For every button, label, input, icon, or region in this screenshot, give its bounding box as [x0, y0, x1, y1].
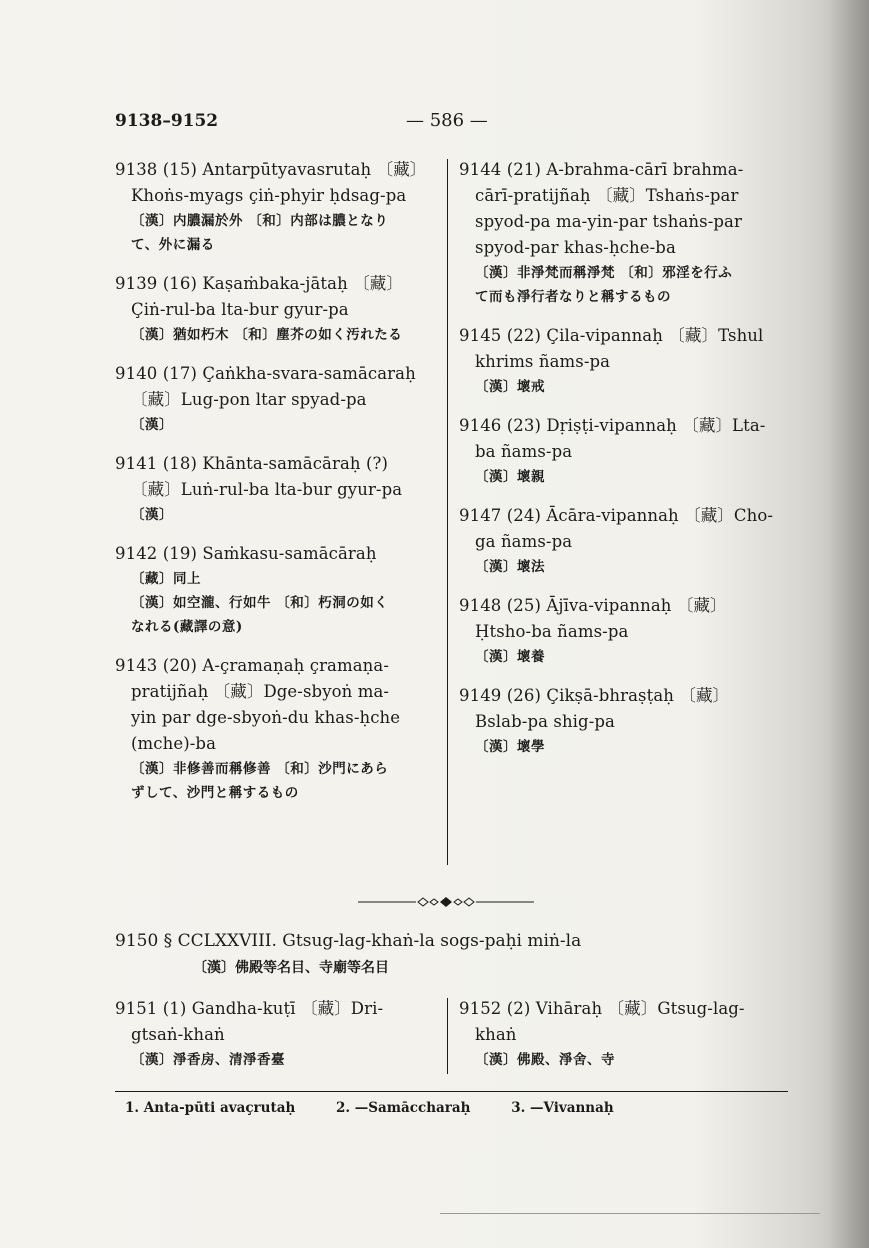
entry-9139 — [115, 271, 449, 347]
entry-line: yin par dge-sbyoṅ-du khas-ḥche — [131, 708, 401, 727]
kanji-gloss: て而も淨行者なりと稱するもの — [475, 289, 671, 305]
kanji-gloss: 〔漢〕 — [131, 507, 173, 523]
entry-line: 9139 (16) Kaṣaṁbaka-jātaḥ 〔藏〕 — [115, 274, 403, 293]
running-head-entry-range: 9138–9152 — [115, 111, 219, 131]
entry-9144 — [459, 157, 789, 309]
entry-line: 9152 (2) Vihāraḥ 〔藏〕Gtsug-lag- — [459, 999, 745, 1018]
kanji-gloss: 〔漢〕非修善而稱修善 〔和〕沙門にあら — [131, 761, 389, 777]
entry-9146 — [459, 413, 789, 489]
footnotes — [125, 1100, 785, 1116]
kanji-gloss: 〔漢〕壞親 — [475, 469, 545, 485]
footnote-3: 3. —Vivannaḥ — [511, 1100, 614, 1116]
entry-9151 — [115, 996, 449, 1072]
kanji-gloss: 〔漢〕猶如朽木 〔和〕塵芥の如く汚れたる — [131, 327, 403, 343]
entry-line: 9141 (18) Khānta-samācāraḥ (?) — [115, 454, 388, 473]
kanji-gloss: 〔漢〕佛殿、淨舍、寺 — [475, 1052, 615, 1068]
entry-9148 — [459, 593, 789, 669]
entry-line: 9146 (23) Dṛiṣṭi-vipannaḥ 〔藏〕Lta- — [459, 416, 766, 435]
section-heading — [115, 927, 815, 981]
ornamental-rule — [358, 894, 534, 910]
column-divider — [447, 159, 448, 865]
kanji-gloss: 〔漢〕非淨梵而稱淨梵 〔和〕邪淫を行ふ — [475, 265, 733, 281]
entry-line: 〔藏〕Lug-pon ltar spyad-pa — [131, 390, 367, 409]
entry-9138 — [115, 157, 449, 257]
entry-line: Khoṅs-myags çiṅ-phyir ḥdsag-pa — [131, 186, 407, 205]
column-divider — [447, 998, 448, 1074]
entry-line: khrims ñams-pa — [475, 352, 611, 371]
entry-line: spyod-par khas-ḥche-ba — [475, 238, 676, 257]
entry-line: ba ñams-pa — [475, 442, 573, 461]
entry-line: gtsaṅ-khaṅ — [131, 1025, 225, 1044]
entry-9142 — [115, 541, 449, 639]
footnote-2: 2. —Samāccharaḥ — [335, 1100, 471, 1116]
entry-line: 9140 (17) Çaṅkha-svara-samācaraḥ — [115, 364, 416, 383]
entry-line: spyod-pa ma-yin-par tshaṅs-par — [475, 212, 742, 231]
section-title: 9150 § CCLXXVIII. Gtsug-lag-khaṅ-la sogs-paḥi miṅ-la — [115, 931, 582, 951]
entry-line: 〔藏〕Luṅ-rul-ba lta-bur gyur-pa — [131, 480, 403, 499]
section-kanji-gloss: 〔漢〕佛殿等名目、寺廟等名目 — [193, 960, 389, 976]
entry-9140 — [115, 361, 449, 437]
kanji-gloss: 〔漢〕内膿漏於外 〔和〕内部は膿となり — [131, 213, 389, 229]
kanji-gloss: 〔漢〕壞養 — [475, 649, 545, 665]
entry-line: pratijñaḥ 〔藏〕Dge-sbyoṅ ma- — [131, 682, 390, 701]
entry-line: cārī-pratijñaḥ 〔藏〕Tshaṅs-par — [475, 186, 739, 205]
entry-line: khaṅ — [475, 1025, 517, 1044]
entry-line: (mche)-ba — [131, 734, 217, 753]
kanji-gloss: 〔漢〕壞法 — [475, 559, 545, 575]
entry-line: 9151 (1) Gandha-kuṭī 〔藏〕Dri- — [115, 999, 384, 1018]
entry-9141 — [115, 451, 449, 527]
entry-line: Bslab-pa shig-pa — [475, 712, 615, 731]
entry-line: 9142 (19) Saṁkasu-samācāraḥ — [115, 544, 377, 563]
entry-line: Ḥtsho-ba ñams-pa — [475, 622, 629, 641]
page-edge-shadow — [827, 0, 869, 1248]
footnote-rule — [115, 1091, 788, 1092]
entry-line: Çiṅ-rul-ba lta-bur gyur-pa — [131, 300, 349, 319]
entry-line: 9149 (26) Çikṣā-bhraṣṭaḥ 〔藏〕 — [459, 686, 730, 705]
entry-9147 — [459, 503, 789, 579]
kanji-gloss: 〔漢〕淨香房、清淨香臺 — [131, 1052, 285, 1068]
kanji-gloss: 〔漢〕如空瀧、行如牛 〔和〕朽洞の如く — [131, 595, 389, 611]
right-column — [459, 157, 789, 773]
footnote-1: 1. Anta-pūti avaçrutaḥ — [125, 1100, 296, 1116]
entry-9152 — [459, 996, 789, 1072]
scan-edge-line — [440, 1213, 820, 1214]
entry-line: ga ñams-pa — [475, 532, 573, 551]
left-column — [115, 157, 449, 819]
kanji-gloss: 〔藏〕同上 — [131, 571, 201, 587]
entry-line: 9147 (24) Ācāra-vipannaḥ 〔藏〕Cho- — [459, 506, 774, 525]
kanji-gloss: 〔漢〕壞學 — [475, 739, 545, 755]
kanji-gloss: て、外に漏る — [131, 237, 215, 253]
entry-line: 9145 (22) Çila-vipannaḥ 〔藏〕Tshul — [459, 326, 764, 345]
kanji-gloss: 〔漢〕壞戒 — [475, 379, 545, 395]
kanji-gloss: なれる(藏譯の意) — [131, 619, 243, 635]
entry-9143 — [115, 653, 449, 805]
kanji-gloss: ずして、沙門と稱するもの — [131, 785, 299, 801]
page-number: — 586 — — [406, 110, 488, 131]
entry-line: 9138 (15) Antarpūtyavasrutaḥ 〔藏〕 — [115, 160, 427, 179]
kanji-gloss: 〔漢〕 — [131, 417, 173, 433]
entry-line: 9144 (21) A-brahma-cārī brahma- — [459, 160, 744, 179]
entry-line: 9148 (25) Ājīva-vipannaḥ 〔藏〕 — [459, 596, 727, 615]
entry-line: 9143 (20) A-çramaṇaḥ çramaṇa- — [115, 656, 390, 675]
entry-9149 — [459, 683, 789, 759]
entry-9145 — [459, 323, 789, 399]
